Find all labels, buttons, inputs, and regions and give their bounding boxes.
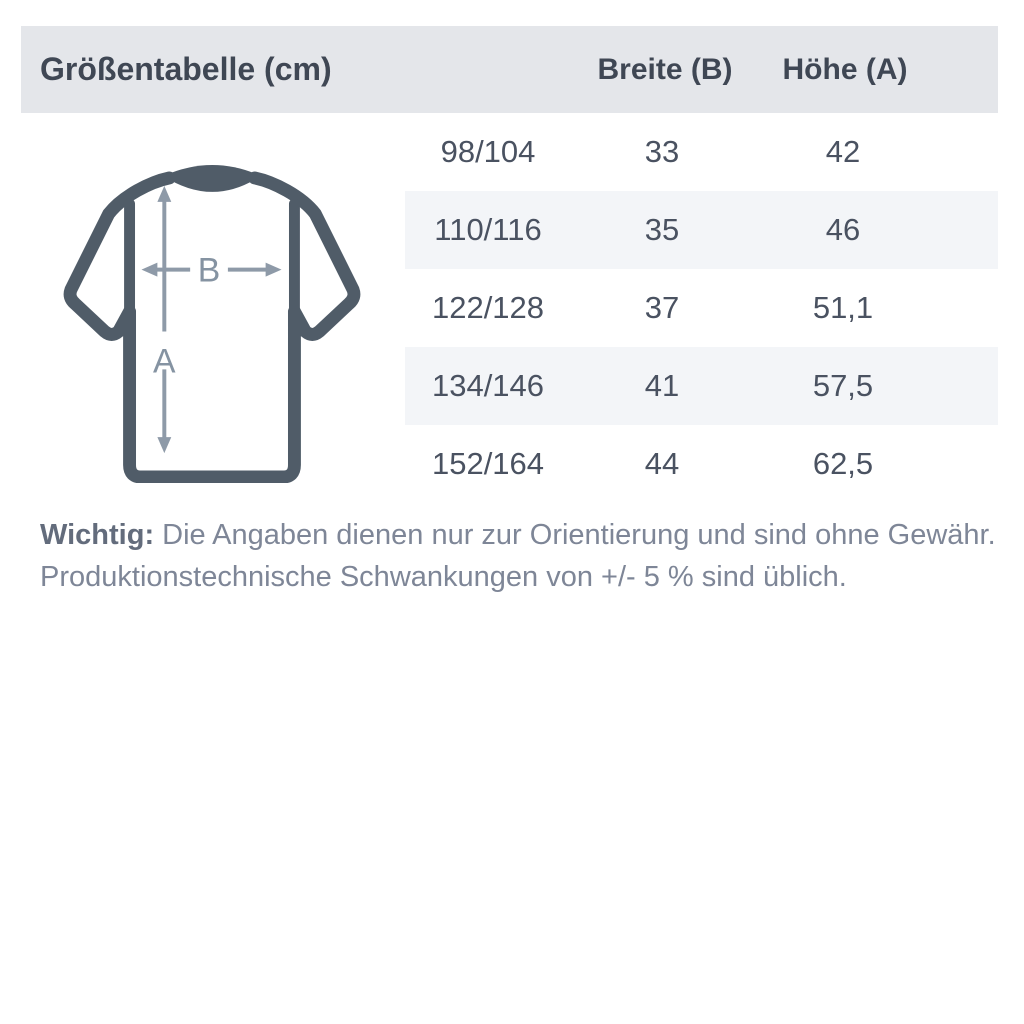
size-value: 152/164 bbox=[431, 446, 545, 481]
page-title: Größentabelle (cm) bbox=[40, 51, 332, 87]
size-value: 98/104 bbox=[440, 134, 536, 169]
breite-value: 41 bbox=[644, 368, 680, 403]
breite-value: 44 bbox=[644, 446, 680, 481]
hoehe-value: 62,5 bbox=[812, 446, 874, 481]
width-measure-label: B bbox=[197, 251, 221, 290]
disclaimer-line-1 bbox=[40, 514, 1000, 556]
table-row bbox=[405, 425, 998, 503]
disclaimer-label: Wichtig: bbox=[40, 519, 155, 551]
size-value: 110/116 bbox=[434, 212, 542, 247]
breite-value: 33 bbox=[644, 134, 680, 169]
table-row bbox=[405, 191, 998, 269]
disclaimer-note bbox=[40, 514, 1000, 598]
column-header-hoehe: Höhe (A) bbox=[782, 53, 908, 86]
disclaimer-line-2: Produktionstechnische Schwankungen von +/- 5 % sind üblich. bbox=[40, 561, 847, 593]
hoehe-value: 42 bbox=[825, 134, 861, 169]
height-measure-label: A bbox=[153, 342, 176, 381]
hoehe-value: 46 bbox=[825, 212, 861, 247]
disclaimer-text: Die Angaben dienen nur zur Orientierung und sind ohne Gewähr. bbox=[154, 519, 996, 551]
size-value: 134/146 bbox=[431, 368, 545, 403]
size-table bbox=[0, 113, 1024, 500]
table-row bbox=[405, 269, 998, 347]
table-row bbox=[405, 113, 998, 191]
breite-value: 37 bbox=[644, 290, 680, 325]
column-header-breite: Breite (B) bbox=[597, 53, 733, 86]
hoehe-value: 57,5 bbox=[812, 368, 874, 403]
hoehe-value: 51,1 bbox=[812, 290, 874, 325]
table-row bbox=[405, 347, 998, 425]
breite-value: 35 bbox=[644, 212, 680, 247]
table-header bbox=[21, 26, 998, 113]
size-value: 122/128 bbox=[431, 290, 545, 325]
